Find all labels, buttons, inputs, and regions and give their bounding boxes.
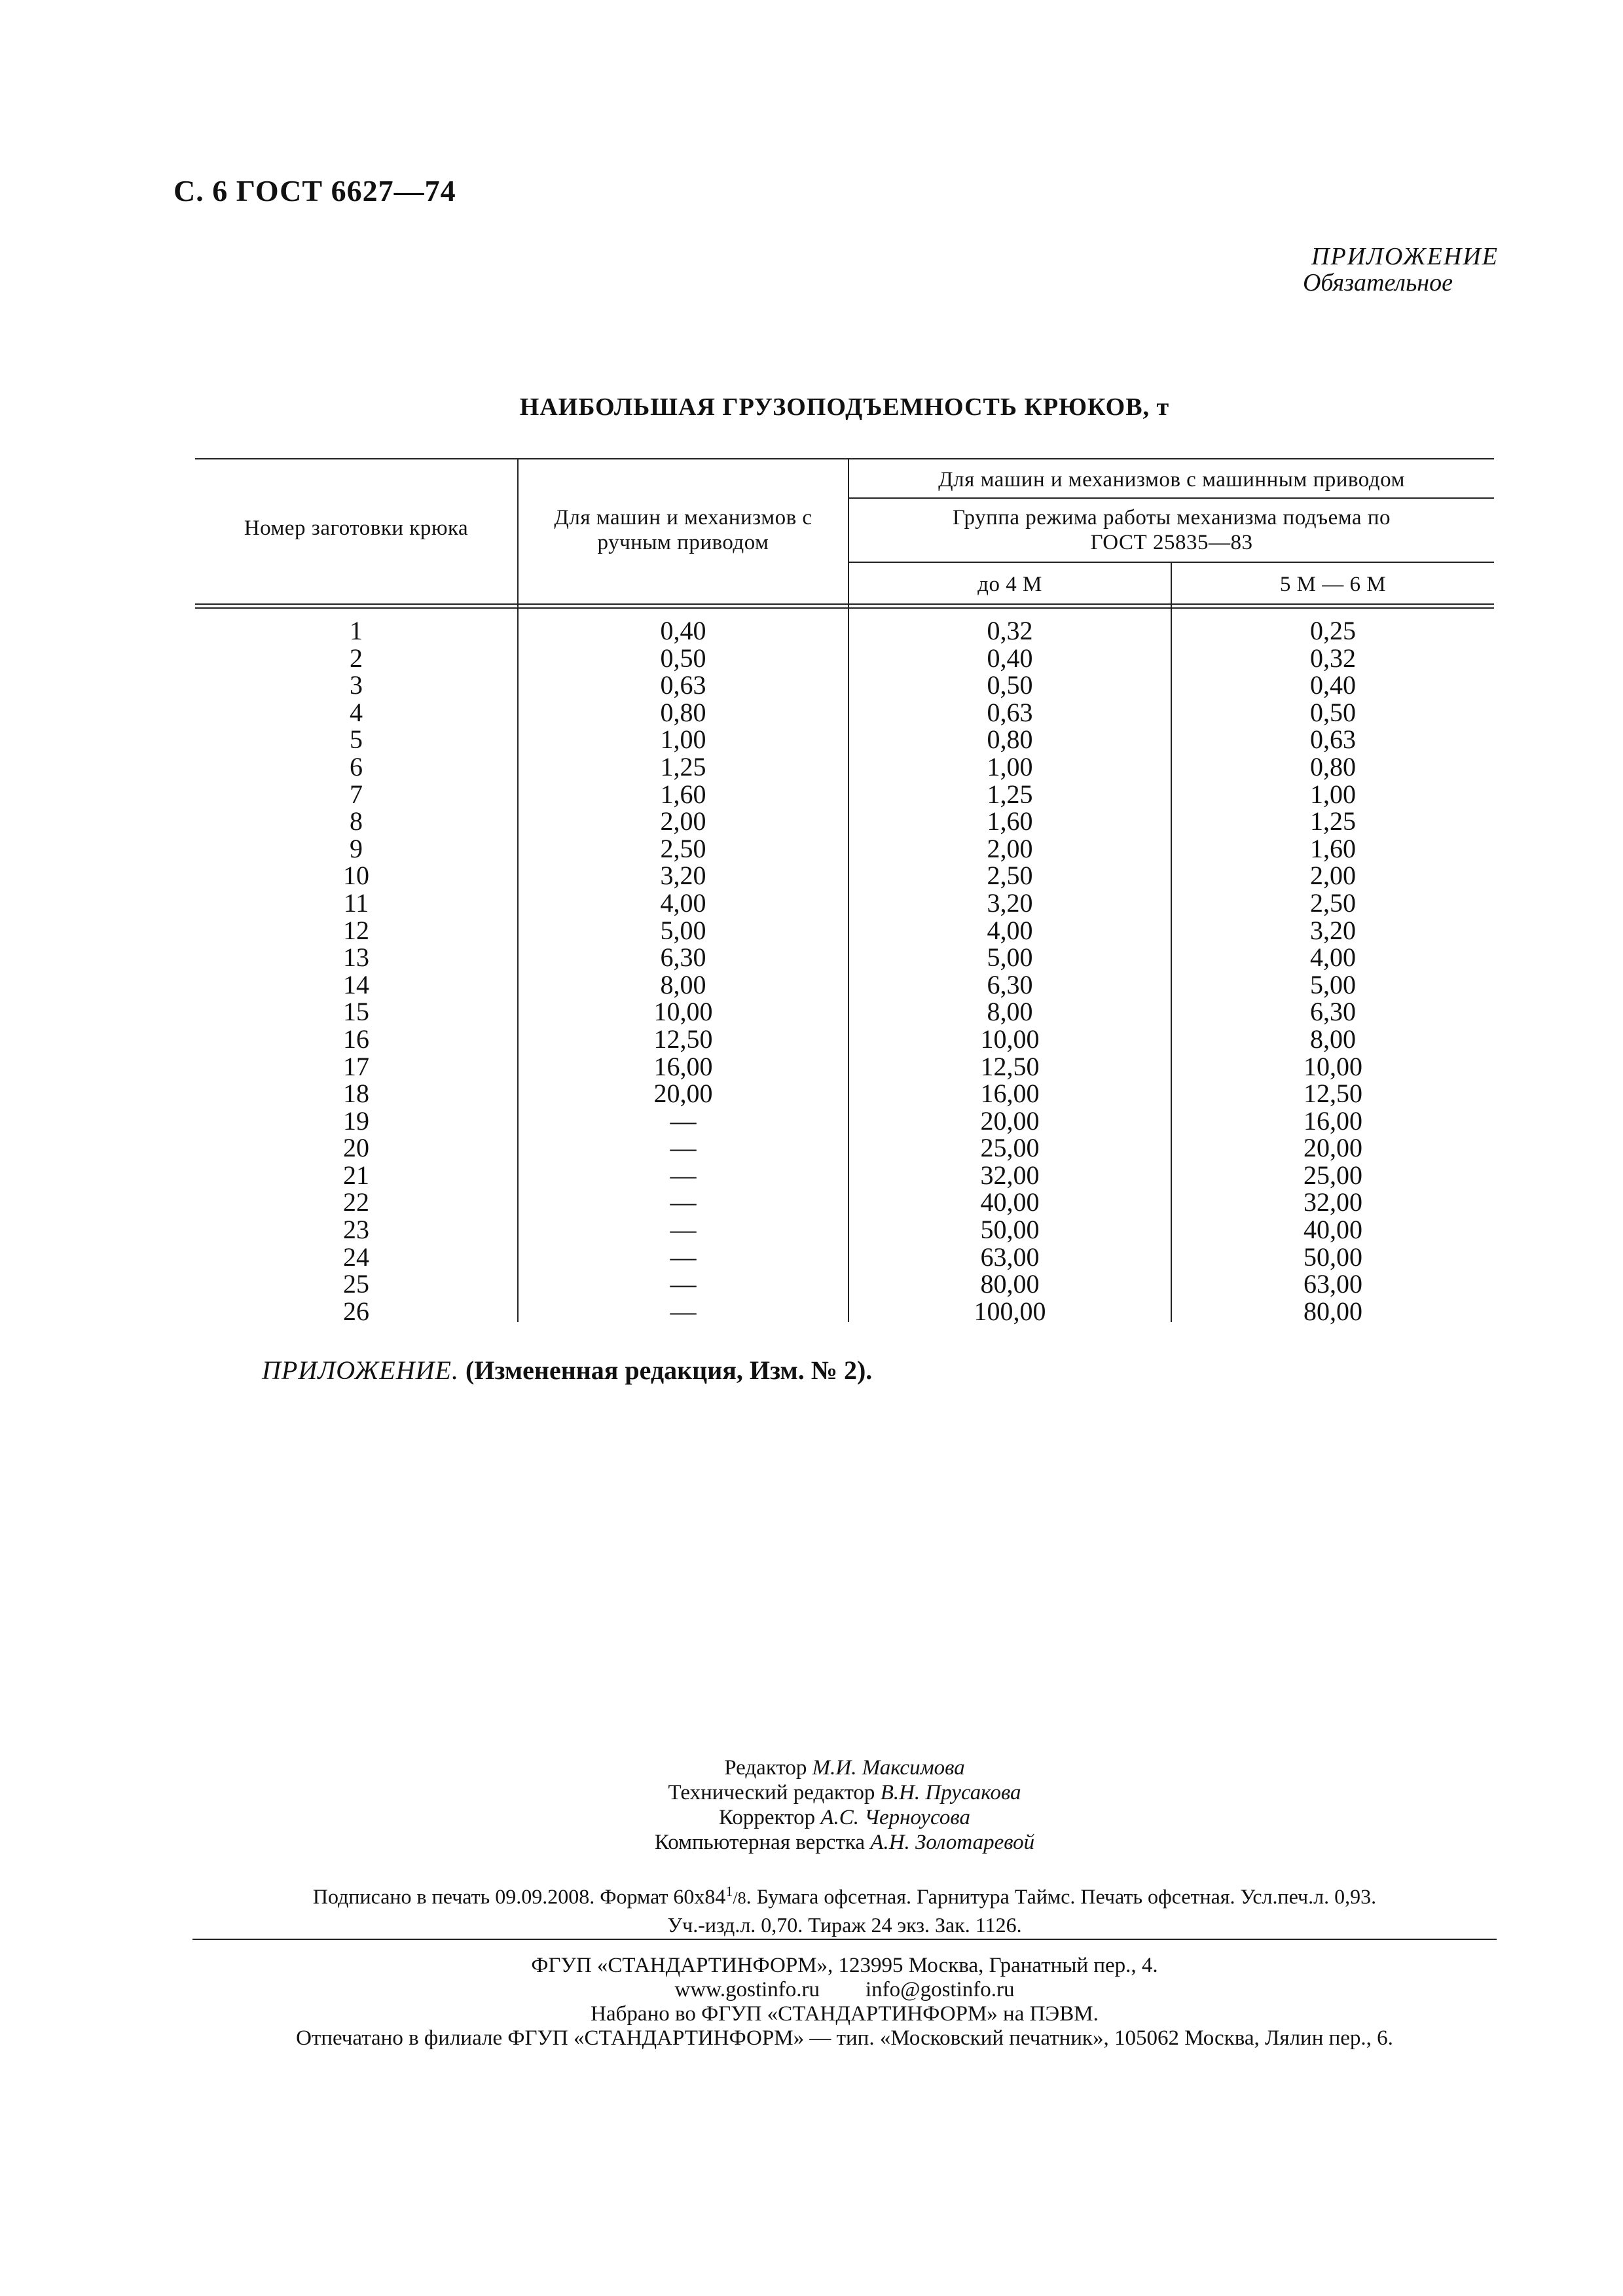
upto-4m-cell: 0,32 (987, 616, 1033, 645)
credit-layout (0, 1830, 1623, 1855)
page-header: С. 6 ГОСТ 6627—74 (173, 174, 456, 207)
hook-number-cell: 23 (343, 1215, 369, 1245)
range-5m-6m-cell: 0,25 (1310, 616, 1356, 645)
manual-drive-cell: — (670, 1242, 697, 1272)
hook-number-cell: 22 (343, 1187, 369, 1217)
table-title: НАИБОЛЬШАЯ ГРУЗОПОДЪЕМНОСТЬ КРЮКОВ, т (519, 393, 1170, 421)
manual-drive-cell: 2,00 (660, 806, 706, 836)
header-5m-6m: 5 М — 6 М (1279, 573, 1387, 596)
range-5m-6m-cell: 80,00 (1304, 1296, 1362, 1326)
range-5m-6m-cell: 50,00 (1304, 1242, 1362, 1272)
layout-role: Компьютерная верстка (654, 1831, 866, 1854)
range-5m-6m-cell: 8,00 (1310, 1024, 1356, 1054)
editor-name: М.И. Максимова (812, 1756, 965, 1780)
range-5m-6m-cell: 6,30 (1310, 997, 1356, 1027)
manual-drive-cell: 3,20 (660, 861, 706, 891)
credit-editor (0, 1755, 1623, 1780)
hook-number-cell: 5 (350, 725, 363, 755)
print-info-format: Подписано в печать 09.09.2008. Формат 60x84 (312, 1884, 726, 1909)
publisher-address: ФГУП «СТАНДАРТИНФОРМ», 123995 Москва, Гранатный пер., 4. (531, 1954, 1158, 1977)
hook-number-cell: 20 (343, 1133, 369, 1163)
column-upto-4m (849, 617, 1171, 1325)
range-5m-6m-cell: 16,00 (1304, 1105, 1362, 1136)
upto-4m-cell: 2,50 (987, 861, 1033, 891)
upto-4m-cell: 4,00 (987, 915, 1033, 945)
upto-4m-cell: 100,00 (974, 1296, 1046, 1326)
publisher-info (0, 1954, 1623, 2051)
hook-number-cell: 9 (350, 833, 363, 863)
hook-number-cell: 15 (343, 997, 369, 1027)
range-5m-6m-cell: 32,00 (1304, 1187, 1362, 1217)
publisher-typeset: Набрано во ФГУП «СТАНДАРТИНФОРМ» на ПЭВМ. (591, 2002, 1099, 2026)
hook-number-cell: 13 (343, 942, 369, 973)
upto-4m-cell: 3,20 (987, 888, 1033, 918)
hook-number-cell: 6 (350, 751, 363, 781)
hook-number-cell: 10 (343, 861, 369, 891)
editor-role: Редактор (724, 1756, 807, 1780)
manual-drive-cell: 10,00 (653, 997, 713, 1027)
hook-number-cell: 14 (343, 969, 369, 999)
publisher-contacts (0, 1978, 1623, 2002)
amendment-text: (Измененная редакция, Изм. № 2). (465, 1355, 873, 1385)
print-info-line2: Уч.-изд.л. 0,70. Тираж 24 экз. Зак. 1126. (667, 1912, 1022, 1937)
manual-drive-cell: 16,00 (653, 1051, 713, 1081)
manual-drive-cell: — (670, 1187, 697, 1217)
hook-number-cell: 26 (343, 1296, 369, 1326)
upto-4m-cell: 1,00 (987, 751, 1033, 781)
range-5m-6m-cell: 1,60 (1310, 833, 1356, 863)
amendment-label: ПРИЛОЖЕНИЕ. (262, 1355, 459, 1385)
print-info (0, 1878, 1623, 1938)
appendix-title: ПРИЛОЖЕНИЕ (1311, 243, 1499, 270)
hook-number-cell: 7 (350, 779, 363, 809)
hook-number-cell: 19 (343, 1105, 369, 1136)
range-5m-6m-cell: 0,40 (1310, 670, 1356, 700)
proofreader-role: Корректор (719, 1806, 816, 1829)
manual-drive-cell: — (670, 1215, 697, 1245)
machine-header-rule (848, 497, 1494, 499)
print-info-details: . Бумага офсетная. Гарнитура Таймс. Печать офсетная. Усл.печ.л. 0,93. (746, 1884, 1377, 1909)
hook-number-cell: 11 (343, 888, 369, 918)
credit-proofreader (0, 1805, 1623, 1830)
header-upto-4m: до 4 М (977, 573, 1042, 596)
upto-4m-cell: 1,60 (987, 806, 1033, 836)
range-5m-6m-cell: 3,20 (1310, 915, 1356, 945)
range-5m-6m-cell: 5,00 (1310, 969, 1356, 999)
range-5m-6m-cell: 1,25 (1310, 806, 1356, 836)
manual-drive-cell: 4,00 (660, 888, 706, 918)
range-5m-6m-cell: 20,00 (1304, 1133, 1362, 1163)
upto-4m-cell: 8,00 (987, 997, 1033, 1027)
manual-drive-cell: — (670, 1160, 697, 1190)
header-hook-number: Номер заготовки крюка (244, 516, 469, 540)
range-5m-6m-cell: 0,63 (1310, 725, 1356, 755)
range-5m-6m-cell: 4,00 (1310, 942, 1356, 973)
publisher-email: info@gostinfo.ru (866, 1978, 1015, 2001)
format-superscript: 1 (725, 1883, 733, 1899)
hook-capacity-table (195, 458, 1494, 1327)
format-fraction: /8 (733, 1888, 746, 1908)
range-5m-6m-cell: 63,00 (1304, 1269, 1362, 1299)
upto-4m-cell: 6,30 (987, 969, 1033, 999)
manual-drive-cell: 1,00 (660, 725, 706, 755)
range-5m-6m-cell: 0,50 (1310, 697, 1356, 727)
upto-4m-cell: 0,63 (987, 697, 1033, 727)
range-5m-6m-cell: 1,00 (1310, 779, 1356, 809)
manual-drive-cell: 0,50 (660, 643, 706, 673)
print-info-line1 (0, 1878, 1623, 1912)
hook-number-cell: 12 (343, 915, 369, 945)
column-5m-6m (1172, 617, 1494, 1325)
proofreader-name: А.С. Черноусова (820, 1806, 970, 1829)
range-5m-6m-cell: 12,50 (1304, 1079, 1362, 1109)
range-5m-6m-cell: 2,00 (1310, 861, 1356, 891)
upto-4m-cell: 16,00 (980, 1079, 1040, 1109)
upto-4m-cell: 25,00 (980, 1133, 1040, 1163)
header-manual-drive: Для машин и механизмов с ручным приводом (554, 506, 812, 554)
hook-number-cell: 3 (350, 670, 363, 700)
hook-number-cell: 8 (350, 806, 363, 836)
range-5m-6m-cell: 10,00 (1304, 1051, 1362, 1081)
range-5m-6m-cell: 0,80 (1310, 751, 1356, 781)
range-5m-6m-cell: 0,32 (1310, 643, 1356, 673)
manual-drive-cell: — (670, 1133, 697, 1163)
manual-drive-cell: 12,50 (653, 1024, 713, 1054)
upto-4m-cell: 20,00 (980, 1105, 1040, 1136)
amendment-note (262, 1355, 872, 1386)
range-5m-6m-cell: 40,00 (1304, 1215, 1362, 1245)
manual-drive-cell: 1,25 (660, 751, 706, 781)
appendix-label (1303, 243, 1499, 296)
column-hook-number (195, 617, 517, 1325)
range-5m-6m-cell: 25,00 (1304, 1160, 1362, 1190)
publisher-website: www.gostinfo.ru (674, 1978, 820, 2001)
upto-4m-cell: 32,00 (980, 1160, 1040, 1190)
hook-number-cell: 25 (343, 1269, 369, 1299)
credit-tech-editor (0, 1780, 1623, 1805)
upto-4m-cell: 5,00 (987, 942, 1033, 973)
manual-drive-cell: 0,40 (660, 616, 706, 645)
upto-4m-cell: 2,00 (987, 833, 1033, 863)
upto-4m-cell: 12,50 (980, 1051, 1040, 1081)
tech-editor-name: В.Н. Прусакова (880, 1781, 1021, 1804)
manual-drive-cell: 6,30 (660, 942, 706, 973)
range-5m-6m-cell: 2,50 (1310, 888, 1356, 918)
hook-number-cell: 24 (343, 1242, 369, 1272)
upto-4m-cell: 10,00 (980, 1024, 1040, 1054)
column-manual-drive (519, 617, 848, 1325)
layout-name: А.Н. Золотаревой (870, 1831, 1035, 1854)
appendix-status: Обязательное (1302, 269, 1453, 296)
upto-4m-cell: 0,50 (987, 670, 1033, 700)
upto-4m-cell: 63,00 (980, 1242, 1040, 1272)
manual-drive-cell: 5,00 (660, 915, 706, 945)
upto-4m-cell: 0,80 (987, 725, 1033, 755)
upto-4m-cell: 1,25 (987, 779, 1033, 809)
manual-drive-cell: 1,60 (660, 779, 706, 809)
hook-number-cell: 21 (343, 1160, 369, 1190)
tech-editor-role: Технический редактор (668, 1781, 875, 1804)
table-top-rule (195, 458, 1494, 459)
publisher-printed: Отпечатано в филиале ФГУП «СТАНДАРТИНФОРМ» — тип. «Московский печатник», 105062 Москва, Лялин пер., 6. (296, 2026, 1393, 2050)
manual-drive-cell: 2,50 (660, 833, 706, 863)
hook-number-cell: 16 (343, 1024, 369, 1054)
header-bottom-rule-2 (195, 607, 1494, 609)
manual-drive-cell: — (670, 1105, 697, 1136)
manual-drive-cell: 0,80 (660, 697, 706, 727)
hook-number-cell: 18 (343, 1079, 369, 1109)
upto-4m-cell: 50,00 (980, 1215, 1040, 1245)
upto-4m-cell: 80,00 (980, 1269, 1040, 1299)
manual-drive-cell: 8,00 (660, 969, 706, 999)
header-mode-group: Группа режима работы механизма подъема по ГОСТ 25835—83 (953, 506, 1391, 554)
manual-drive-cell: — (670, 1269, 697, 1299)
hook-number-cell: 2 (350, 643, 363, 673)
upto-4m-cell: 0,40 (987, 643, 1033, 673)
footer-rule (192, 1939, 1497, 1940)
manual-drive-cell: — (670, 1296, 697, 1326)
hook-number-cell: 4 (350, 697, 363, 727)
hook-number-cell: 17 (343, 1051, 369, 1081)
upto-4m-cell: 40,00 (980, 1187, 1040, 1217)
manual-drive-cell: 20,00 (653, 1079, 713, 1109)
header-bottom-rule (195, 603, 1494, 605)
hook-number-cell: 1 (350, 616, 363, 645)
manual-drive-cell: 0,63 (660, 670, 706, 700)
header-machine-drive: Для машин и механизмов с машинным приводом (938, 468, 1405, 492)
